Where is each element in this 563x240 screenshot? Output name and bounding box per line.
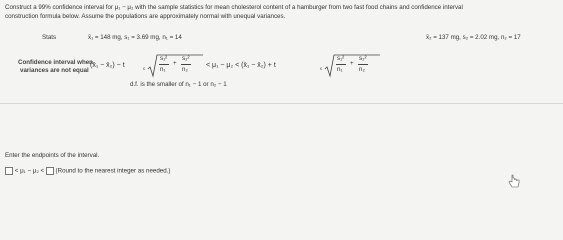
inequality-text: < μ₁ − μ₂ < — [14, 167, 45, 175]
frac3-bar — [336, 64, 346, 65]
frac2-bar — [181, 64, 191, 65]
plus-sign-right: + — [350, 60, 354, 67]
lower-endpoint-input[interactable] — [5, 167, 13, 175]
stats-label: Stats — [42, 34, 57, 41]
problem-line-1: Construct a 99% confidence interval for μ₁ − μ₂ with the sample statistics for mean cholesterol content of a hamburger from two fast food chains and confidence interval — [5, 4, 463, 11]
frac3-denominator: n₁ — [337, 66, 343, 73]
answer-row — [5, 167, 170, 176]
sample1-stats: x̄₁ = 148 mg, s₁ = 3.69 mg, n₁ = 14 — [88, 34, 182, 41]
formula-label-line-2: variances are not equal — [20, 67, 89, 74]
upper-endpoint-input[interactable] — [46, 167, 54, 175]
frac4-denominator: n₂ — [359, 66, 365, 73]
t-c-subscript: c — [143, 66, 146, 71]
frac3-numerator: s₁² — [337, 55, 345, 62]
question-prompt: Enter the endpoints of the interval. — [5, 152, 100, 159]
df-note: d.f. is the smaller of n₁ − 1 or n₂ − 1 — [130, 81, 227, 88]
confidence-interval-formula — [90, 53, 430, 79]
problem-line-2: construction formula below. Assume the populations are approximately normal with unequal variances. — [5, 13, 286, 20]
hand-pointer-cursor-icon — [507, 174, 521, 190]
formula-label-line-1: Confidence interval when — [18, 59, 93, 66]
sample2-stats: x̄₂ = 137 mg, s₂ = 2.02 mg, n₂ = 17 — [426, 34, 521, 41]
frac1-denominator: n₁ — [160, 66, 166, 73]
frac1-bar — [159, 64, 169, 65]
formula-left-part: (x̄₁ − x̄₂) − t — [90, 62, 125, 69]
section-divider — [0, 103, 563, 104]
frac4-bar — [358, 64, 368, 65]
frac4-numerator: s₂² — [359, 55, 367, 62]
frac2-denominator: n₂ — [182, 66, 188, 73]
formula-middle-part: < μ₁ − μ₂ < (x̄₁ − x̄₂) + t — [206, 62, 276, 69]
frac2-numerator: s₂² — [182, 55, 190, 62]
frac1-numerator: s₁² — [160, 55, 168, 62]
rounding-hint: (Round to the nearest integer as needed.) — [55, 167, 171, 175]
t-c-subscript-right: c — [320, 66, 323, 71]
plus-sign: + — [173, 60, 177, 67]
